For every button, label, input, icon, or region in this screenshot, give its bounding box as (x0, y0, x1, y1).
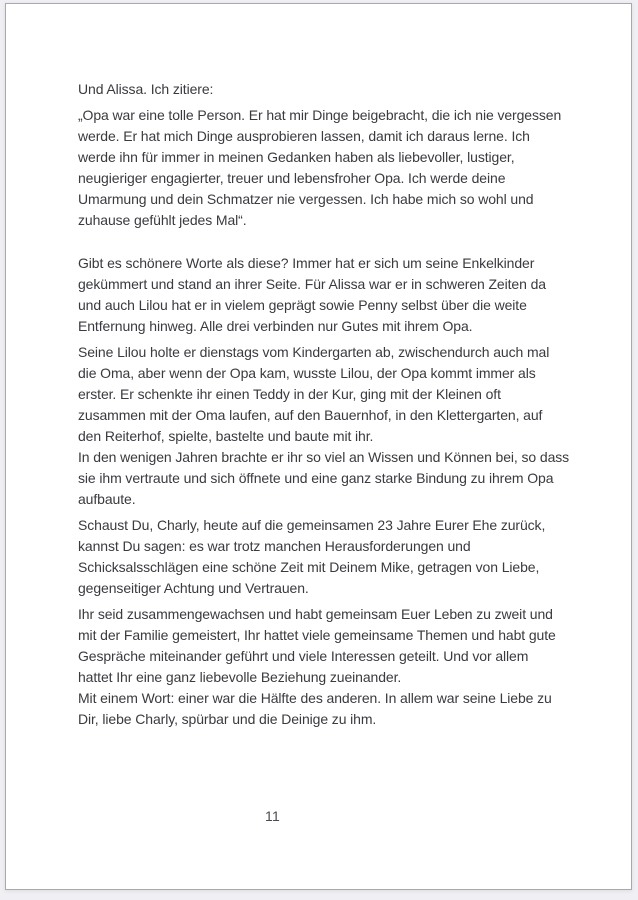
page-number: 11 (265, 808, 280, 824)
text-line: hattet Ihr eine ganz liebevolle Beziehung zueinander. (78, 669, 402, 685)
text-line: erster. Er schenkte ihr einen Teddy in der Kur, ging mit der Kleinen oft (78, 386, 501, 402)
paragraph-lilou (78, 342, 583, 510)
text-line: Gibt es schönere Worte als diese? Immer hat er sich um seine Enkelkinder (78, 255, 535, 271)
text-line: In den wenigen Jahren brachte er ihr so viel an Wissen und Können bei, so dass (78, 449, 570, 465)
paragraph-alissa-quote (78, 105, 583, 231)
text-line: zusammen mit der Oma laufen, auf den Bauernhof, in den Klettergarten, auf (78, 407, 543, 423)
text-line: Umarmung und dein Schmatzer nie vergessen. Ich habe mich so wohl und (78, 191, 534, 207)
text-line: kannst Du sagen: es war trotz manchen Herausforderungen und (78, 538, 471, 554)
text-line: mit der Familie gemeistert, Ihr hattet viele gemeinsame Themen und habt gute (78, 627, 556, 643)
paragraph-zusammengewachsen (78, 604, 583, 730)
paragraph-enkelkinder (78, 253, 583, 337)
text-line: die Oma, aber wenn der Opa kam, wusste Lilou, der Opa kommt immer als (78, 365, 536, 381)
text-line: gegenseitiger Achtung und Vertrauen. (78, 580, 309, 596)
text-line: sie ihm vertraute und sich öffnete und eine ganz starke Bindung zu ihrem Opa (78, 470, 554, 486)
text-line: Schicksalsschlägen eine schöne Zeit mit Deinem Mike, getragen von Liebe, (78, 559, 540, 575)
text-line: gekümmert und stand an ihrer Seite. Für Alissa war er in schweren Zeiten da (78, 276, 546, 292)
text-line: Seine Lilou holte er dienstags vom Kindergarten ab, zwischendurch auch mal (78, 344, 550, 360)
text-line: den Reiterhof, spielte, bastelte und baute mit ihr. (78, 428, 374, 444)
text-line: zuhause gefühlt jedes Mal“. (78, 212, 247, 228)
document-page (5, 3, 632, 890)
text-line: Und Alissa. Ich zitiere: (78, 81, 214, 97)
text-line: Schaust Du, Charly, heute auf die gemeinsamen 23 Jahre Eurer Ehe zurück, (78, 517, 546, 533)
text-line: werde. Er hat mich Dinge ausprobieren lassen, damit ich daraus lerne. Ich (78, 128, 530, 144)
text-line: Dir, liebe Charly, spürbar und die Deinige zu ihm. (78, 711, 377, 727)
text-line: Mit einem Wort: einer war die Hälfte des anderen. In allem war seine Liebe zu (78, 690, 552, 706)
text-line: aufbaute. (78, 491, 136, 507)
text-line: Ihr seid zusammengewachsen und habt gemeinsam Euer Leben zu zweit und (78, 606, 553, 622)
paragraph-alissa-intro (78, 79, 583, 100)
text-line: neugieriger engagierter, treuer und lebensfroher Opa. Ich werde deine (78, 170, 506, 186)
text-line: Entfernung hinweg. Alle drei verbinden nur Gutes mit ihrem Opa. (78, 318, 473, 334)
text-line: „Opa war eine tolle Person. Er hat mir Dinge beigebracht, die ich nie vergessen (78, 107, 562, 123)
text-line: werde ihn für immer in meinen Gedanken haben als liebevoller, lustiger, (78, 149, 515, 165)
text-line: Gespräche miteinander geführt und viele Interessen geteilt. Und vor allem (78, 648, 529, 664)
paragraph-charly-ehe (78, 515, 583, 599)
body-text (78, 79, 583, 735)
text-line: und auch Lilou hat er in vielem geprägt sowie Penny selbst über die weite (78, 297, 527, 313)
